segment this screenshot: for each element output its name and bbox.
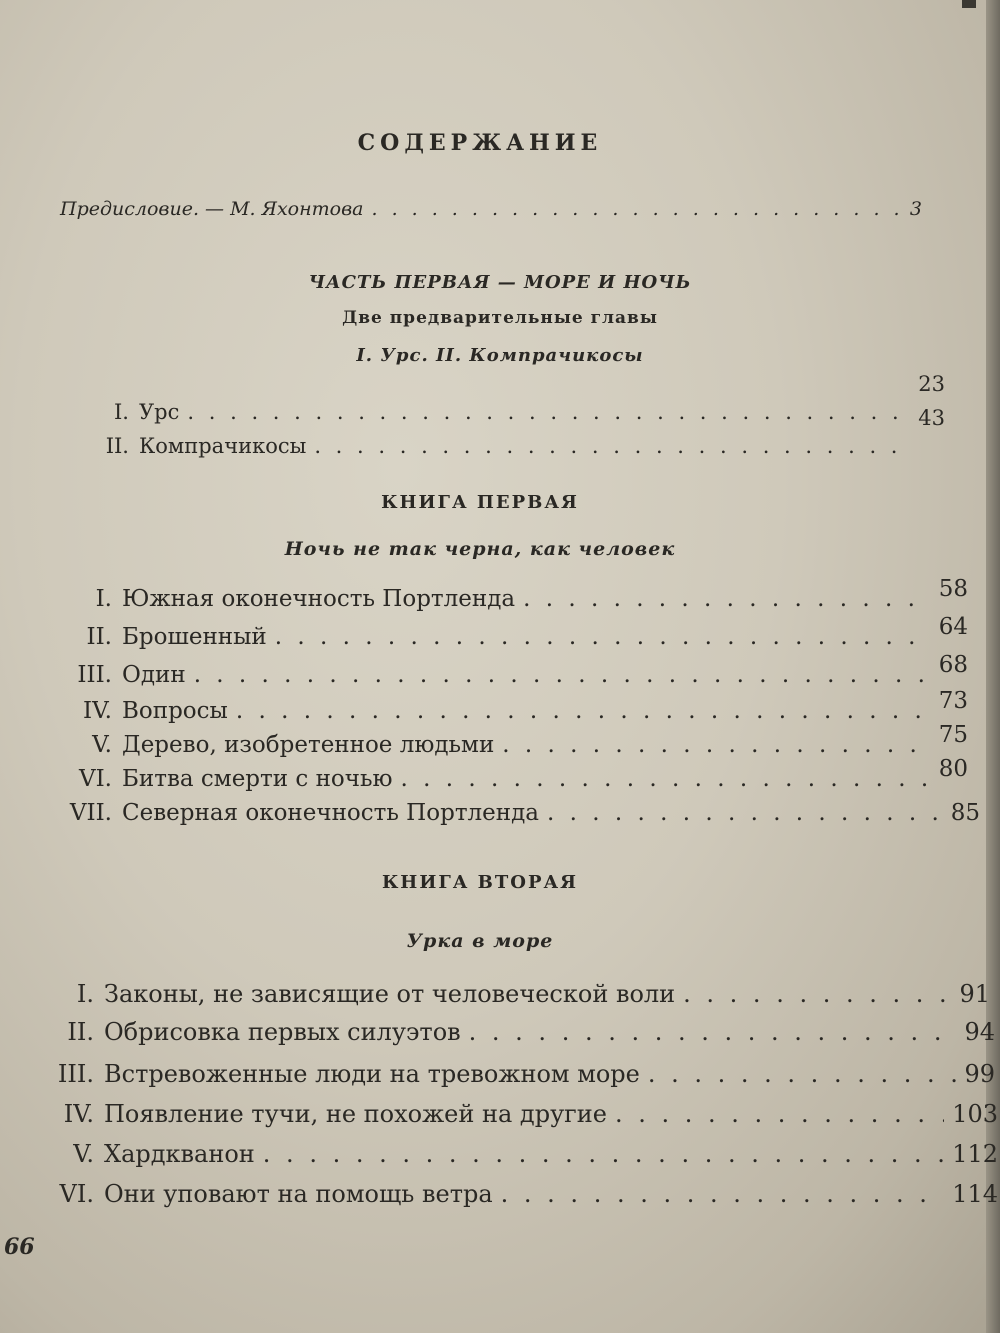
- toc-entry: [50, 756, 968, 792]
- entry-page: 75: [938, 722, 968, 748]
- entry-label: Встревоженные люди на тревожном море: [104, 1060, 640, 1088]
- entry-label: Один: [122, 662, 186, 688]
- dot-leader: [371, 198, 901, 220]
- toc-entry: [50, 652, 968, 688]
- book-two-title: КНИГА ВТОРАЯ: [381, 872, 579, 893]
- dot-leader: [194, 662, 931, 688]
- entry-label: Обрисовка первых силуэтов: [104, 1018, 461, 1046]
- entry-label: Северная оконечность Портленда: [122, 800, 539, 826]
- toc-entry: [50, 614, 968, 650]
- entry-page: 91: [959, 980, 990, 1008]
- entry-number: II.: [67, 1018, 94, 1046]
- entry-number: I.: [95, 586, 112, 612]
- toc-entry: [50, 576, 968, 612]
- dot-leader: [263, 1140, 944, 1168]
- dot-leader: [401, 766, 931, 792]
- page-edge: [986, 0, 1000, 1333]
- entry-number: IV.: [63, 1100, 94, 1128]
- entry-number: I.: [76, 980, 94, 1008]
- preface-page: 3: [909, 198, 922, 220]
- dot-leader: [187, 400, 910, 424]
- toc-entry: [40, 1140, 998, 1168]
- book-two-subtitle: Урка в море: [406, 930, 554, 952]
- dot-leader: [615, 1100, 944, 1128]
- entry-number: VI.: [59, 1180, 94, 1208]
- entry-number: IV.: [83, 698, 112, 724]
- entry-label: Вопросы: [122, 698, 228, 724]
- dot-leader: [469, 1018, 957, 1046]
- entry-page: 43: [918, 406, 945, 430]
- toc-entry-preface: [60, 198, 922, 220]
- dot-leader: [275, 624, 931, 650]
- entry-number: I.: [114, 400, 129, 424]
- entry-number: II.: [86, 624, 112, 650]
- entry-page: 23: [918, 372, 945, 396]
- entry-label: Появление тучи, не похожей на другие: [104, 1100, 607, 1128]
- entry-page: 112: [952, 1140, 998, 1168]
- entry-page: 68: [938, 652, 968, 678]
- book-one-subtitle: Ночь не так черна, как человек: [284, 538, 676, 560]
- entry-label: Дерево, изобретенное людьми: [122, 732, 495, 758]
- entry-number: II.: [105, 434, 129, 458]
- entry-number: VII.: [69, 800, 112, 826]
- toc-entry: [40, 1018, 995, 1046]
- entry-page: 64: [938, 614, 968, 640]
- entry-number: V.: [73, 1140, 94, 1168]
- entry-number: V.: [92, 732, 112, 758]
- entry-page: 80: [938, 756, 968, 782]
- toc-entry: [40, 1180, 998, 1208]
- entry-page: 103: [952, 1100, 998, 1128]
- entry-page: 94: [964, 1018, 995, 1046]
- dot-leader: [314, 434, 910, 458]
- toc-entry: [95, 372, 945, 424]
- toc-entry: [50, 688, 968, 724]
- entry-label: Они уповают на помощь ветра: [104, 1180, 493, 1208]
- part-one-title: ЧАСТЬ ПЕРВАЯ — МОРЕ И НОЧЬ: [308, 272, 692, 293]
- toc-entry: [40, 1100, 998, 1128]
- page-corner-mark: [962, 0, 976, 8]
- dot-leader: [547, 800, 943, 826]
- dot-leader: [502, 732, 930, 758]
- entry-number: III.: [77, 662, 112, 688]
- entry-page: 73: [938, 688, 968, 714]
- dot-leader: [501, 1180, 945, 1208]
- entry-number: VI.: [78, 766, 112, 792]
- entry-page: 114: [952, 1180, 998, 1208]
- entry-label: Южная оконечность Портленда: [122, 586, 516, 612]
- entry-page: 99: [964, 1060, 995, 1088]
- entry-label: Урс: [139, 400, 180, 424]
- toc-entry: [50, 722, 968, 758]
- entry-label: Брошенный: [122, 624, 267, 650]
- entry-page: 58: [938, 576, 968, 602]
- dot-leader: [648, 1060, 957, 1088]
- entry-label: Компрачикосы: [139, 434, 307, 458]
- entry-label: Законы, не зависящие от человеческой воли: [104, 980, 676, 1008]
- part-one-subtitle-chapters: I. Урс. II. Компрачикосы: [356, 345, 644, 366]
- preface-label: Предисловие. — М. Яхонтова: [60, 198, 364, 220]
- part-one-subtitle: Две предварительные главы: [342, 308, 658, 328]
- page-number: 66: [4, 1234, 35, 1260]
- dot-leader: [523, 586, 931, 612]
- entry-label: Битва смерти с ночью: [122, 766, 393, 792]
- contents-title: СОДЕРЖАНИЕ: [357, 130, 603, 156]
- toc-entry: [50, 800, 980, 826]
- toc-entry: [40, 1060, 995, 1088]
- dot-leader: [236, 698, 931, 724]
- entry-label: Хардкванон: [104, 1140, 255, 1168]
- dot-leader: [683, 980, 951, 1008]
- entry-page: 85: [950, 800, 980, 826]
- book-one-title: КНИГА ПЕРВАЯ: [381, 492, 579, 513]
- toc-entry: [40, 980, 990, 1008]
- entry-number: III.: [57, 1060, 94, 1088]
